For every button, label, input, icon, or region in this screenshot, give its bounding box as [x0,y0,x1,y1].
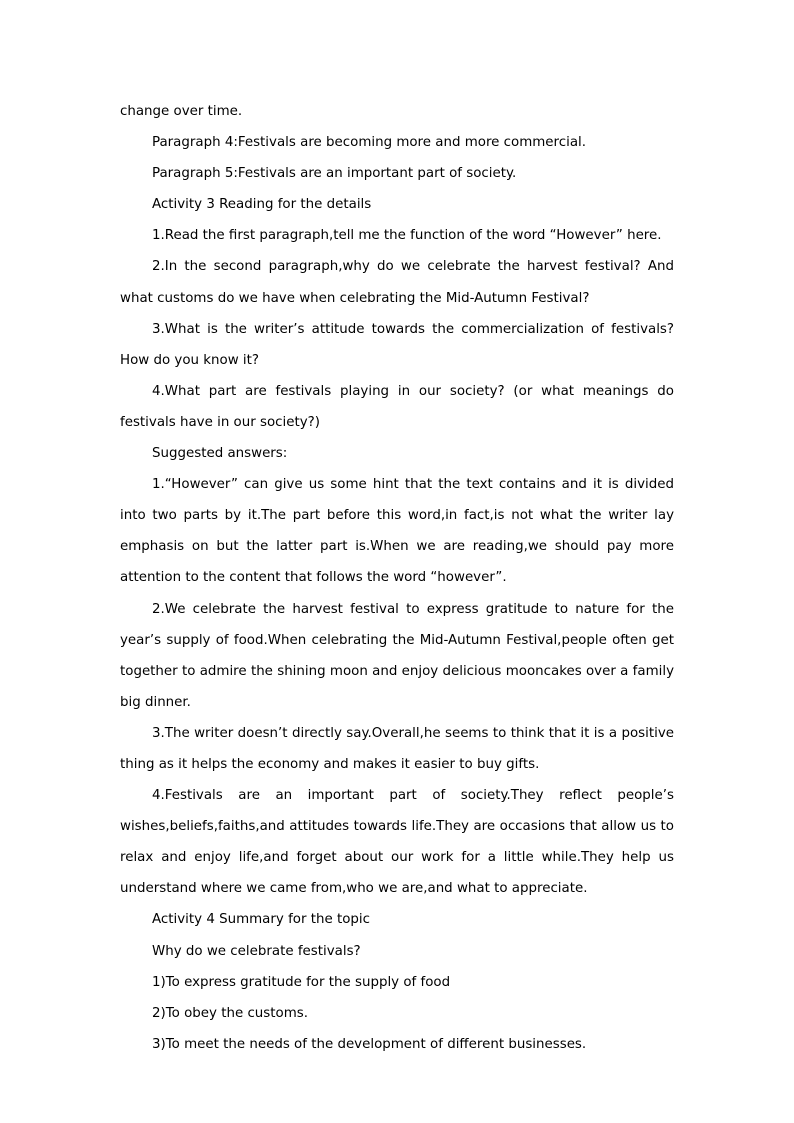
answer-1: 1.“However” can give us some hint that the text contains and it is divided into two parts by it.The part before this word,in fact,is not what the writer lay emphasis on but the latter part is.When we are reading,we should pay more attention to the content that follows the word “however”. [120,477,674,586]
answer-3: 3.The writer doesn’t directly say.Overall,he seems to think that it is a positive thing as it helps the economy and makes it easier to buy gifts. [120,725,674,772]
summary-item-3: 3)To meet the needs of the development of different businesses. [152,1036,587,1052]
document-body [120,96,674,1060]
paragraph-continuation: change over time. [120,104,243,119]
activity-3-heading: Activity 3 Reading for the details [152,197,372,213]
summary-item-2: 2)To obey the customs. [152,1005,308,1021]
summary-question: Why do we celebrate festivals? [152,943,361,959]
question-1: 1.Read the first paragraph,tell me the function of the word “However” here. [152,228,662,244]
question-2: 2.In the second paragraph,why do we celebrate the harvest festival? And what customs do we have when celebrating the Mid-Autumn Festival? [120,259,674,306]
suggested-answers-heading: Suggested answers: [152,446,288,462]
summary-item-1: 1)To express gratitude for the supply of food [152,974,451,990]
question-4: 4.What part are festivals playing in our society? (or what meanings do festivals have in our society?) [120,383,674,430]
question-3: 3.What is the writer’s attitude towards the commercialization of festivals? How do you know it? [120,321,674,368]
activity-4-heading: Activity 4 Summary for the topic [152,912,371,928]
paragraph-summary-4: Paragraph 4:Festivals are becoming more and more commercial. [152,135,587,151]
answer-4: 4.Festivals are an important part of society.They reflect people’s wishes,beliefs,faiths,and attitudes towards life.They are occasions that allow us to relax and enjoy life,and forget about our work for a little while.They help us understand where we came from,who we are,and what to appreciate. [120,788,674,897]
paragraph-summary-5: Paragraph 5:Festivals are an important part of society. [152,166,517,182]
answer-2: 2.We celebrate the harvest festival to express gratitude to nature for the year’s supply of food.When celebrating the Mid-Autumn Festival,people often get together to admire the shining moon and enjoy delicious mooncakes over a family big dinner. [120,601,674,710]
